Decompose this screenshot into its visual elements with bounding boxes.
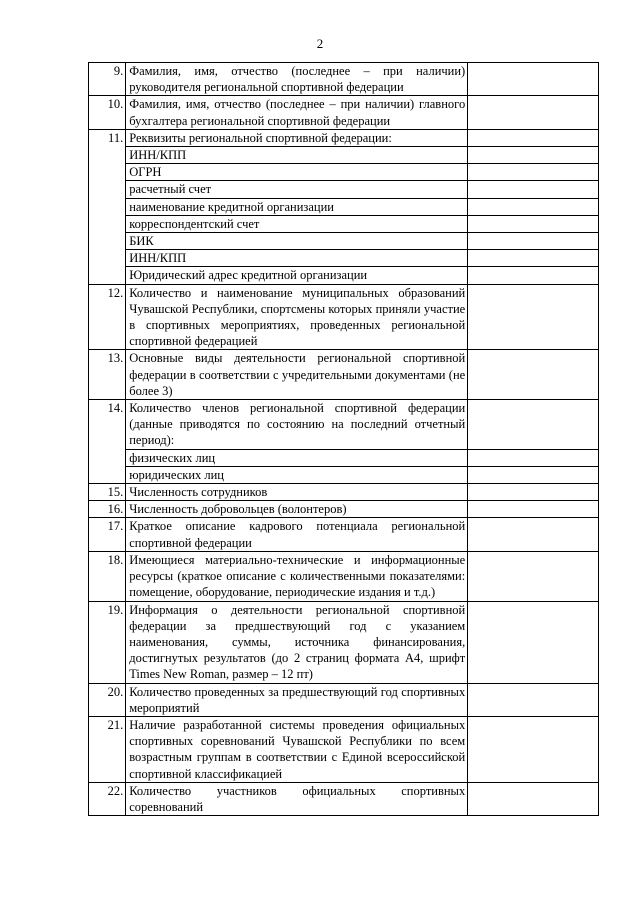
sub-row-label: ИНН/КПП — [126, 147, 468, 164]
sub-row-label: Юридический адрес кредитной организации — [126, 267, 468, 284]
value-cell[interactable] — [468, 683, 599, 716]
value-cell[interactable] — [468, 350, 599, 400]
sub-row-label: расчетный счет — [126, 181, 468, 198]
row-label: Наличие разработанной системы проведения официальных спортивных соревнований Чувашской Республики по всем возрастным группам в соответствии с Единой всероссийской спортивной классификацией — [126, 716, 468, 782]
sub-row-label: юридических лиц — [126, 466, 468, 483]
value-cell[interactable] — [468, 215, 599, 232]
row-number: 9. — [89, 63, 126, 96]
row-number: 20. — [89, 683, 126, 716]
value-cell[interactable] — [468, 501, 599, 518]
sub-row — [89, 164, 599, 181]
row-label: Количество членов региональной спортивной федерации (данные приводятся по состоянию на последний отчетный период): — [126, 400, 468, 450]
table-row — [89, 782, 599, 815]
row-number: 11. — [89, 129, 126, 284]
table-row — [89, 716, 599, 782]
row-number: 10. — [89, 96, 126, 129]
value-cell[interactable] — [468, 233, 599, 250]
row-number: 12. — [89, 284, 126, 350]
row-label: Фамилия, имя, отчество (последнее – при наличии) главного бухгалтера региональной спортивной федерации — [126, 96, 468, 129]
row-number: 21. — [89, 716, 126, 782]
sub-row — [89, 215, 599, 232]
row-label: Количество проведенных за предшествующий год спортивных мероприятий — [126, 683, 468, 716]
table-row — [89, 501, 599, 518]
sub-row — [89, 147, 599, 164]
value-cell[interactable] — [468, 96, 599, 129]
value-cell[interactable] — [468, 449, 599, 466]
value-cell[interactable] — [468, 181, 599, 198]
table-row — [89, 400, 599, 450]
row-number: 13. — [89, 350, 126, 400]
row-label: Количество участников официальных спортивных соревнований — [126, 782, 468, 815]
sub-row — [89, 267, 599, 284]
row-number: 16. — [89, 501, 126, 518]
row-number: 15. — [89, 484, 126, 501]
row-number: 22. — [89, 782, 126, 815]
value-cell[interactable] — [468, 716, 599, 782]
row-label: Численность добровольцев (волонтеров) — [126, 501, 468, 518]
value-cell[interactable] — [468, 601, 599, 683]
row-label: Численность сотрудников — [126, 484, 468, 501]
row-label: Имеющиеся материально-технические и информационные ресурсы (краткое описание с количественными показателями: помещение, оборудование, периодические издания и т.д.) — [126, 551, 468, 601]
table-row — [89, 129, 599, 146]
table-row — [89, 551, 599, 601]
sub-row — [89, 198, 599, 215]
value-cell[interactable] — [468, 400, 599, 450]
value-cell[interactable] — [468, 284, 599, 350]
sub-row-label: ОГРН — [126, 164, 468, 181]
table-row — [89, 601, 599, 683]
row-number: 17. — [89, 518, 126, 551]
page-number: 2 — [316, 36, 324, 51]
row-label: Краткое описание кадрового потенциала региональной спортивной федерации — [126, 518, 468, 551]
row-number: 19. — [89, 601, 126, 683]
sub-row-label: наименование кредитной организации — [126, 198, 468, 215]
row-label: Основные виды деятельности региональной спортивной федерации в соответствии с учредительными документами (не более 3) — [126, 350, 468, 400]
row-label: Информация о деятельности региональной спортивной федерации за предшествующий год с указанием наименования, суммы, источника финансирования, достигнутых результатов (до 2 страниц формата А4, шрифт Times New Roman, размер – 12 пт) — [126, 601, 468, 683]
table-row — [89, 484, 599, 501]
value-cell[interactable] — [468, 466, 599, 483]
table-row — [89, 284, 599, 350]
value-cell[interactable] — [468, 267, 599, 284]
table-row — [89, 63, 599, 96]
sub-row-label: корреспондентский счет — [126, 215, 468, 232]
value-cell[interactable] — [468, 551, 599, 601]
value-cell[interactable] — [468, 147, 599, 164]
sub-row-label: ИНН/КПП — [126, 250, 468, 267]
value-cell[interactable] — [468, 782, 599, 815]
row-label: Реквизиты региональной спортивной федерации: — [126, 129, 468, 146]
sub-row — [89, 449, 599, 466]
sub-row-label: БИК — [126, 233, 468, 250]
value-cell[interactable] — [468, 63, 599, 96]
table-row — [89, 518, 599, 551]
value-cell[interactable] — [468, 198, 599, 215]
value-cell[interactable] — [468, 129, 599, 146]
sub-row — [89, 233, 599, 250]
application-form-table — [88, 62, 599, 816]
row-label: Количество и наименование муниципальных образований Чувашской Республики, спортсмены которых приняли участие в спортивных мероприятиях, проведенных региональной спортивной федерацией — [126, 284, 468, 350]
sub-row — [89, 250, 599, 267]
value-cell[interactable] — [468, 518, 599, 551]
table-row — [89, 683, 599, 716]
value-cell[interactable] — [468, 250, 599, 267]
value-cell[interactable] — [468, 164, 599, 181]
value-cell[interactable] — [468, 484, 599, 501]
sub-row — [89, 466, 599, 483]
row-label: Фамилия, имя, отчество (последнее – при наличии) руководителя региональной спортивной федерации — [126, 63, 468, 96]
row-number: 18. — [89, 551, 126, 601]
table-row — [89, 350, 599, 400]
sub-row — [89, 181, 599, 198]
sub-row-label: физических лиц — [126, 449, 468, 466]
table-row — [89, 96, 599, 129]
row-number: 14. — [89, 400, 126, 484]
